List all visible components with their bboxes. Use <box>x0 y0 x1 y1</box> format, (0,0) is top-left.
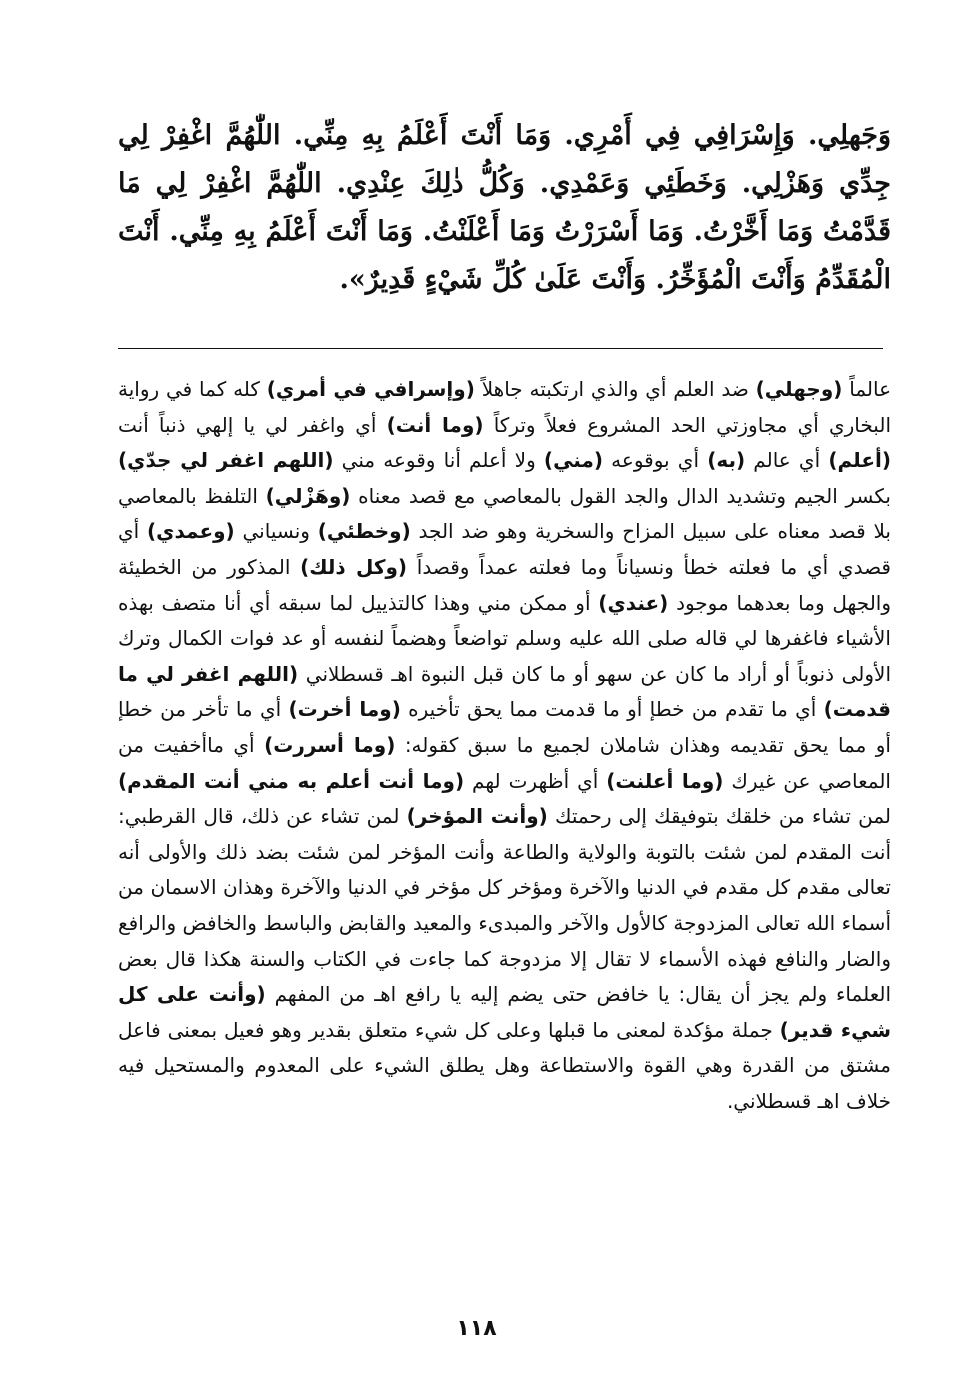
commentary-run: لمن تشاء من خلقك بتوفيقك إلى رحمتك <box>547 804 891 829</box>
quoted-phrase: (وخطئي) <box>317 519 411 544</box>
quoted-phrase: (وكل ذلك) <box>300 554 408 579</box>
commentary-run: المذكور من الخطيئة والجهل وما بعدهما موجود <box>118 554 891 615</box>
quoted-phrase: (وما أخرت) <box>288 697 401 722</box>
commentary-run: ضد العلم أي والذي ارتكبته جاهلاً <box>474 377 756 401</box>
commentary-run: أي ماأخفيت من المعاصي عن غيرك <box>118 732 891 793</box>
quoted-phrase: (اللهم اغفر لي ما قدمت) <box>118 661 891 722</box>
quoted-phrase: (وهَزْلي) <box>265 483 351 508</box>
commentary-run: أي ما تقدم من خطإ أو ما قدمت مما يحق تأخيره <box>400 697 824 722</box>
page-number: ١١٨ <box>456 1316 497 1341</box>
commentary-run: بكسر الجيم وتشديد الدال والجد القول بالمعاصي مع قصد معناه <box>350 483 891 508</box>
commentary-run: ولا أعلم أنا وقوعه مني <box>333 448 544 473</box>
quoted-phrase: (وما أنت أعلم به مني أنت المقدم) <box>118 768 465 793</box>
commentary-text <box>118 372 891 1119</box>
quoted-phrase: (وأنت على كل شيء قدير) <box>118 982 891 1042</box>
commentary-run: أي أظهرت لهم <box>464 768 607 793</box>
commentary-run: أي عالم <box>745 448 829 473</box>
commentary-run: ونسياني <box>234 519 318 544</box>
commentary-run: لمن تشاء عن ذلك، قال القرطبي: أنت المقدم لمن شئت بالتوبة والولاية والطاعة وأنت المؤخر لمن شئت بضد ذلك والأولى أنه تعالى مقدم كل مقدم في الدنيا والآخرة ومؤخر كل مؤخر في الدنيا والآخرة وهذان الاسمان من أسماء الله تعالى المزدوجة كالأول والآخر والمبدىء والمعيد والقابض والباسط والخافض والرافع والضار والنافع فهذه الأسماء لا تقال إلا مزدوجة كما جاءت في الكتاب والسنة هكذا قال بعض العلماء ولم يجز أن يقال: يا خافض حتى يضم إليه يا رافع اهـ من المفهم <box>118 804 891 1007</box>
commentary-run: أي بوقوعه <box>602 448 708 473</box>
quoted-phrase: (وأنت المؤخر) <box>406 804 548 829</box>
quoted-phrase: (مني) <box>543 448 603 473</box>
quoted-phrase: (وما أسررت) <box>264 732 396 757</box>
hadith-text: وَجَهلِي. وَإِسْرَافِي فِي أَمْرِي. وَمَا أَنْتَ أَعْلَمُ بِهِ مِنِّي. اللّٰهُمَّ اغْفِرْ لِي جِدِّي وَهَزْلِي. وَخَطَئِي وَعَمْدِي. وَكُلُّ ذٰلِكَ عِنْدِي. اللّٰهُمَّ اغْفِرْ لِي مَا قَدَّمْتُ وَمَا أَخَّرْتُ. وَمَا أَسْرَرْتُ وَمَا أَعْلَنْتُ. وَمَا أَنْتَ أَعْلَمُ بِهِ مِنِّي. أَنْتَ الْمُقَدِّمُ وَأَنْتَ الْمُؤَخِّرُ. وَأَنْتَ عَلَىٰ كُلِّ شَيْءٍ قَدِيرٌ». <box>118 120 891 295</box>
quoted-phrase: (وما أعلنت) <box>606 768 724 793</box>
quoted-phrase: (به) <box>707 448 746 473</box>
commentary-run: أي واغفر لي يا إلهي ذنباً أنت <box>118 412 387 437</box>
commentary-run: أي ما تأخر من خطإ أو مما يحق تقديمه وهذان شاملان لجميع ما سبق كقوله: <box>118 697 891 757</box>
commentary-run: كله كما في رواية البخاري أي مجاوزتي الحد المشروع فعلاً وتركاً <box>118 377 891 437</box>
footnote-divider <box>118 348 883 349</box>
commentary-run: جملة مؤكدة لمعنى ما قبلها وعلى كل شيء متعلق بقدير وهو فعيل بمعنى فاعل مشتق من القدرة وهي القوة والاستطاعة وهل يطلق الشيء على المعدوم والمستحيل فيه خلاف اهـ قسطلاني. <box>118 1017 891 1113</box>
quoted-phrase: (وعمدي) <box>147 519 235 544</box>
commentary-run: التلفظ بالمعاصي بلا قصد معناه على سبيل المزاح والسخرية وهو ضد الجد <box>118 483 891 544</box>
commentary-run: أي قصدي أي ما فعلته خطأ ونسياناً وما فعلته عمداً وقصداً <box>118 519 891 579</box>
commentary-run: عالماً <box>842 377 892 401</box>
quoted-phrase: (وجهلي) <box>755 377 843 401</box>
quoted-phrase: (وإسرافي في أمري) <box>266 377 475 401</box>
commentary-run: أو ممكن مني وهذا كالتذييل لما سبقه أي أنا متصف بهذه الأشياء فاغفرها لي قاله صلى الله عليه وسلم تواضعاً وهضماً لنفسه أو عد فوات الكمال وترك الأولى ذنوباً أو أراد ما كان عن سهو أو ما كان قبل النبوة اهـ قسطلاني <box>118 590 892 686</box>
quoted-phrase: (وما أنت) <box>386 412 484 437</box>
quoted-phrase: (اللهم اغفر لي جدّي) <box>118 448 334 473</box>
quoted-phrase: (أعلم) <box>828 448 891 473</box>
quoted-phrase: (عندي) <box>598 590 669 615</box>
